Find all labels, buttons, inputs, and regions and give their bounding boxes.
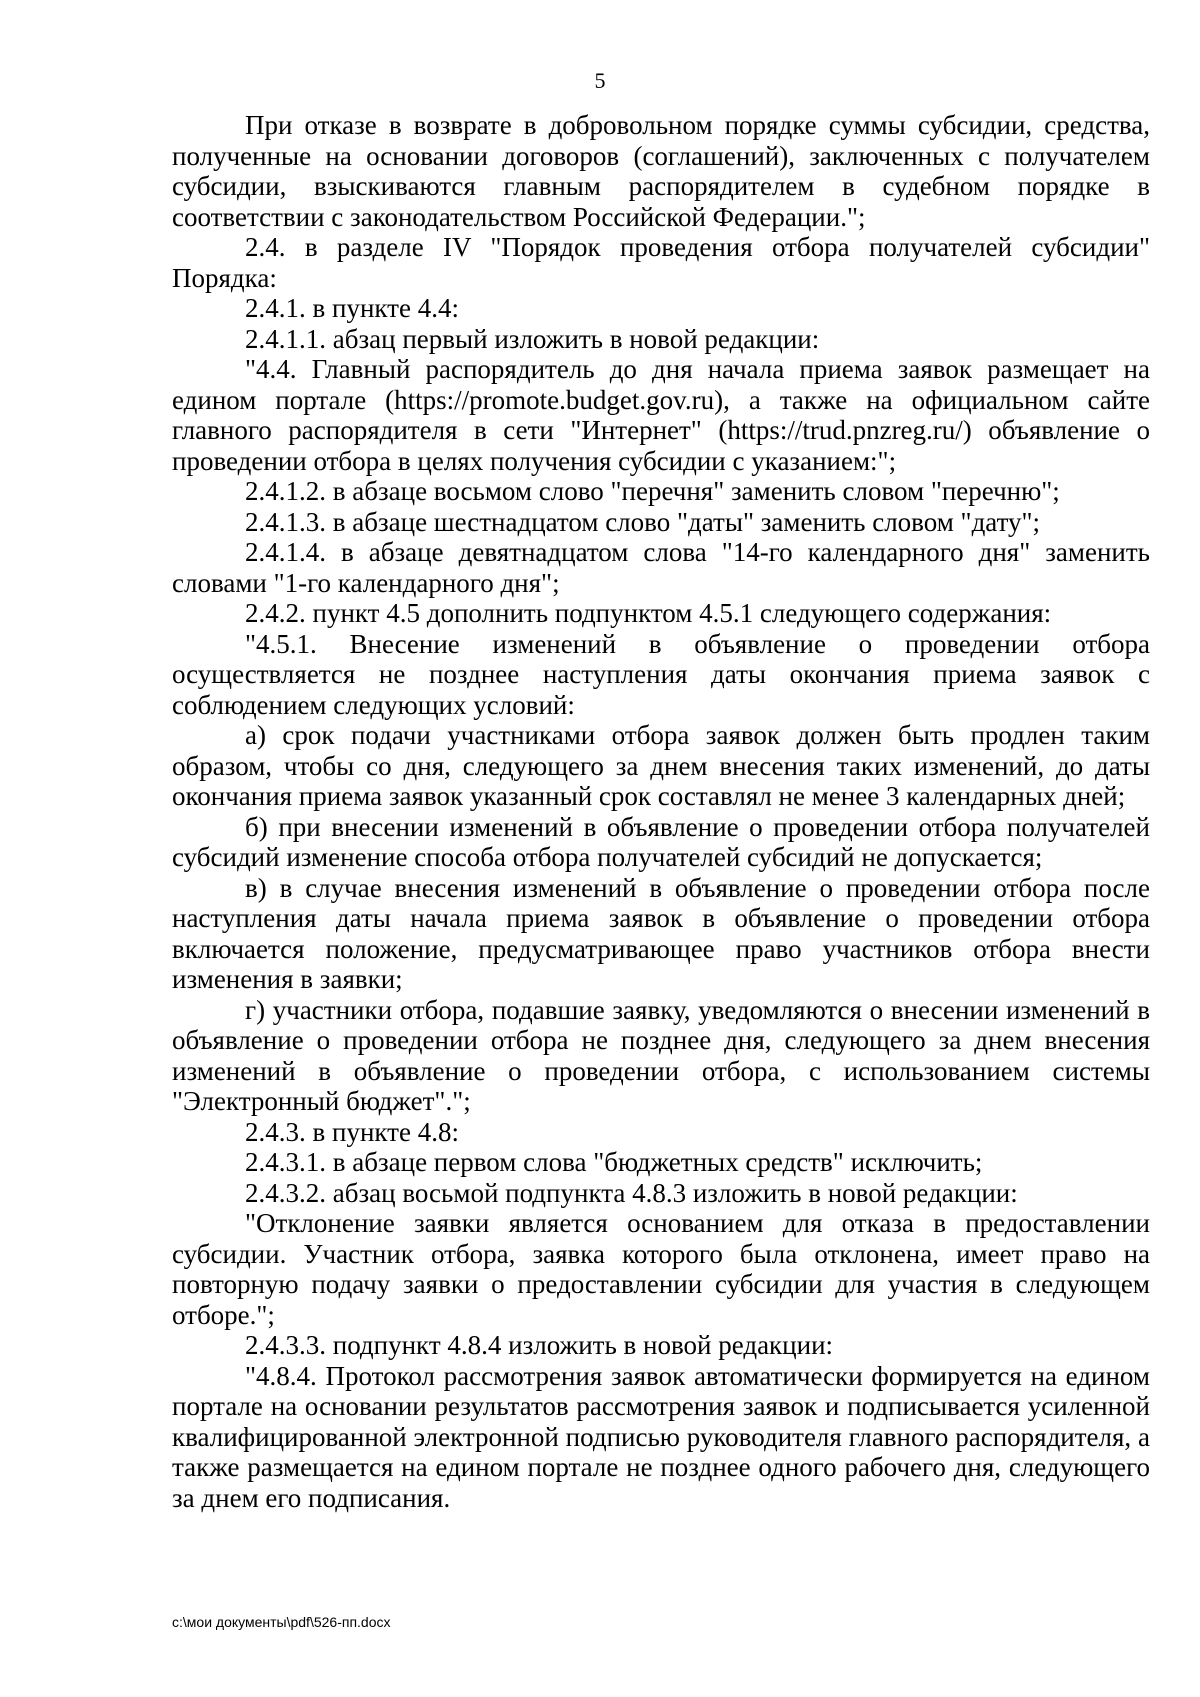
paragraph: "4.5.1. Внесение изменений в объявление о проведении отбора осуществляется не позднее наступления даты окончания приема заявок с соблюдением следующих условий: xyxy=(172,628,1150,720)
paragraph: "4.8.4. Протокол рассмотрения заявок автоматически формируется на едином портале на основании результатов рассмотрения заявок и подписывается усиленной квалифицированной электронной подписью руководителя главного распорядителя, а также размещается на едином портале не позднее одного рабочего дня, следующего за днем его подписания. xyxy=(172,1360,1150,1513)
paragraph: 2.4.3.1. в абзаце первом слова "бюджетных средств" исключить; xyxy=(245,1147,983,1177)
file-path-footer: c:\мои документы\pdf\526-пп.docx xyxy=(172,1614,391,1630)
paragraph: 2.4.1.1. абзац первый изложить в новой редакции: xyxy=(245,323,820,354)
paragraph: "Отклонение заявки является основанием для отказа в предоставлении субсидии. Участник отбора, заявка которого была отклонена, имеет право на повторную подачу заявки о предоставлении субсидии для участия в следующем отборе."; xyxy=(172,1208,1150,1330)
paragraph: а) срок подачи участниками отбора заявок должен быть продлен таким образом, чтобы со дня, следующего за днем внесения таких изменений, до даты окончания приема заявок указанный срок составлял не менее 3 календарных дней; xyxy=(172,720,1150,811)
paragraph: 2.4.1.2. в абзаце восьмом слово "перечня" заменить словом "перечню"; xyxy=(245,476,1060,506)
paragraph: 2.4.1. в пункте 4.4: xyxy=(245,293,459,323)
paragraph: При отказе в возврате в добровольном порядке суммы субсидии, средства, полученные на основании договоров (соглашений), заключенных с получателем субсидии, взыскиваются главным распорядителем в судебном порядке в соответствии с законодательством Российской Федерации."; xyxy=(172,110,1150,232)
paragraph: 2.4.1.3. в абзаце шестнадцатом слово "даты" заменить словом "дату"; xyxy=(245,506,1041,537)
page-number: 5 xyxy=(594,68,606,93)
paragraph: б) при внесении изменений в объявление о проведении отбора получателей субсидий изменение способа отбора получателей субсидий не допускается; xyxy=(172,811,1150,872)
paragraph: 2.4.1.4. в абзаце девятнадцатом слова "14-го календарного дня" заменить словами "1-го календарного дня"; xyxy=(172,537,1150,598)
paragraph: 2.4.3.3. подпункт 4.8.4 изложить в новой редакции: xyxy=(245,1330,834,1360)
document-body xyxy=(172,110,1150,1513)
paragraph: в) в случае внесения изменений в объявление о проведении отбора после наступления даты начала приема заявок в объявление о проведении отбора включается положение, предусматривающее право участников отбора внести изменения в заявки; xyxy=(172,872,1150,994)
paragraph: 2.4.3.2. абзац восьмой подпункта 4.8.3 изложить в новой редакции: xyxy=(245,1177,1018,1208)
paragraph: 2.4.2. пункт 4.5 дополнить подпунктом 4.5.1 следующего содержания: xyxy=(245,598,1052,628)
paragraph: г) участники отбора, подавшие заявку, уведомляются о внесении изменений в объявление о проведении отбора не позднее дня, следующего за днем внесения изменений в объявление о проведении отбора, с использованием системы "Электронный бюджет"."; xyxy=(172,994,1150,1116)
paragraph: 2.4.3. в пункте 4.8: xyxy=(245,1116,459,1147)
paragraph: 2.4. в разделе IV "Порядок проведения отбора получателей субсидии" Порядка: xyxy=(172,232,1150,293)
paragraph: "4.4. Главный распорядитель до дня начала приема заявок размещает на едином портале (https://promote.budget.gov.ru), а также на официальном сайте главного распорядителя в сети "Интернет" (https://trud.pnzreg.ru/) объявление о проведении отбора в целях получения субсидии с указанием:"; xyxy=(172,354,1150,476)
